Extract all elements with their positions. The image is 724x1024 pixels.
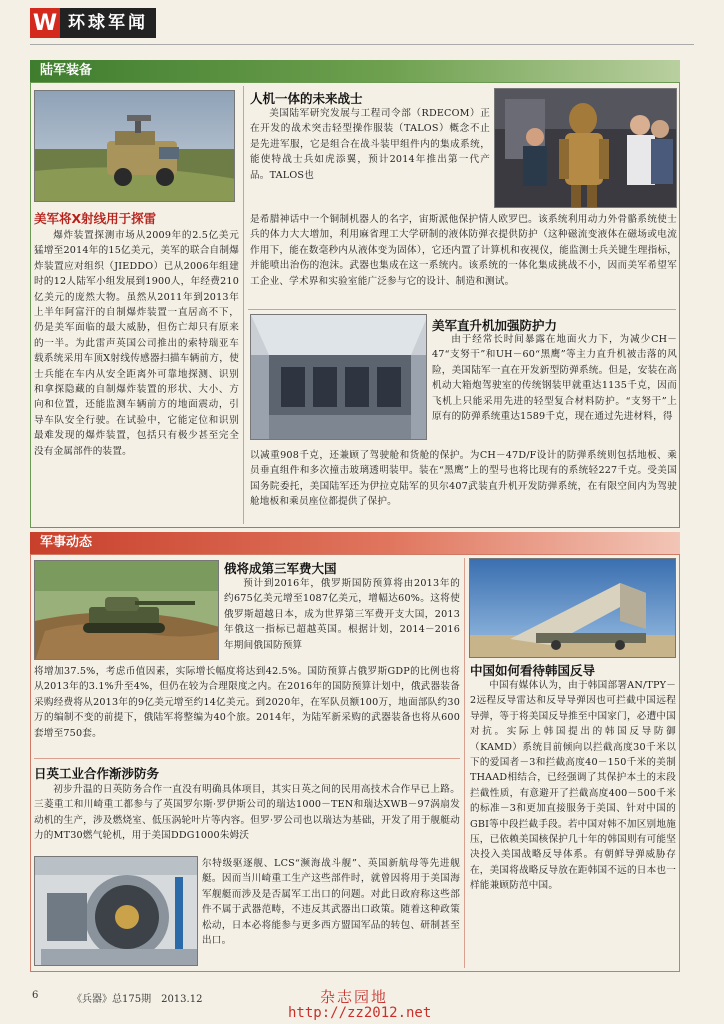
helicopter-cabin-photo xyxy=(250,314,427,440)
news-column-divider xyxy=(464,558,465,968)
masthead xyxy=(30,8,156,38)
russia-body-intro: 预计到2016年，俄罗斯国防预算将由2013年的约675亿美元增至1087亿美元，增幅达60%。这将使俄罗斯超越日本，成为世界第三军费开支大国，2013年俄这一指标已超越英国。根据计划，2014－2016年期间俄国防预算 xyxy=(224,578,460,651)
talos-body-rest: 是希腊神话中一个铜制机器人的名字，宙斯派他保护情人欧罗巴。该系统利用动力外骨骼系统使士兵的体力大大增加，利用麻省理工大学研制的液体防弹衣提供防护（这种磁流变液体在磁场或电流作用下，能在数毫秒内从液体变为固体），它还内置了计算机和夜视仪，能监测士兵关键生理指标，并能喷出治伤的泡沫。武器也集成在这一系统内。该系统的一体化集成挑战不小，因而美军希望军工企业、学术界和实验室能广泛参与它的设计、制造和测试。 xyxy=(250,214,677,287)
japan-uk-body-side: 尔特级驱逐舰、LCS“濒海战斗舰”、英国新航母等先进舰艇。因而当川崎重工生产这些部件时，就曾因将用于美国海军舰艇而涉及是否属军工出口的问题。对此日政府称这些部件不属于武器范畴，不违反其武器出口政策。随着这种政策松动，日本必将能参与更多西方盟国军品的转包、研制甚至出口。 xyxy=(202,858,460,947)
watermark-url: http://zz2012.net xyxy=(288,1005,432,1021)
helicopter-title: 美军直升机加强防护力 xyxy=(432,318,558,333)
top-rule xyxy=(30,44,694,45)
page-number: 6 xyxy=(32,990,39,1001)
helicopter-body-rest: 以减重908千克，还兼顾了驾驶舱和货舱的保护。为CH－47D/F设计的防弹系统则包括地板、乘员垂直组件和多次撞击玻璃透明装甲。装在“黑鹰”上的型号也将比现有的系统轻227千克。受美国国务院委托，美国陆军还为伊拉克陆军的贝尔407武装直升机开发防弹系统，在有限空间内为驾驶舱地板和乘员座位都提供了保护。 xyxy=(250,450,677,508)
russia-tank-photo xyxy=(34,560,219,660)
section-header-army: 陆军装备 xyxy=(30,60,680,82)
turbine-engine-photo xyxy=(34,856,198,966)
xray-vehicle-photo xyxy=(34,90,235,202)
issue-info: 《兵器》总175期 2013.12 xyxy=(72,994,203,1005)
xray-title: 美军将X射线用于探雷 xyxy=(34,211,157,226)
korea-title: 中国如何看待韩国反导 xyxy=(470,663,596,678)
section-header-news: 军事动态 xyxy=(30,532,680,554)
talos-title: 人机一体的未来战士 xyxy=(250,91,363,106)
helicopter-body-intro: 由于经常长时间暴露在地面火力下，为减少CH－47“支努干”和UH－60“黑鹰”等主力直升机被击落的风险，美国陆军一直在开发新型防弹系统。但是，安装在高机动大箱炮驾驶室的传统钢装甲就重达1135千克，因而飞机上只能采用先进的轻型复合材料防护。“支努干”上原有的防弹系统重达1589千克，现在通过先进材料，得 xyxy=(432,334,677,423)
masthead-title: 环球军闻 xyxy=(60,8,156,38)
korea-body: 中国有媒体认为，由于韩国部署AN/TPY－2远程反导雷达和反导导弹因也可拦截中国远程导弹，等于将美国反导推至中国家门，必遭中国对抗。实际上韩国提出的韩国反导防御（KAMD）系统目前倾向以拦截高度30千米以下的爱国者－3和拦截高度40－150千米的美制THAAD相结合，已经强调了其保护本土的末段拦截性质，有意避开了拦截高度400－500千米的标准－3和更加直接服务于美国、针对中国的GBI等中段拦截手段。若中国对韩不加区别地施压，已依赖美国核保护几十年的韩国则有可能坚决投入美国战略反导体系。有朝鲜导弹威胁存在，美国将战略反导放在距韩国不远的日本也一样能兼顾防范中国。 xyxy=(470,680,676,892)
talos-body-intro: 美国陆军研究发展与工程司令部（RDECOM）正在开发的战术突击轻型操作服装（TALOS）概念不止是先进军服，它是组合在战斗装甲组件内的集成系统，能使特战士兵如虎添翼，预计2014年推出第一代产品。TALOS也 xyxy=(250,108,490,181)
masthead-logo: W xyxy=(30,8,60,38)
radar-photo xyxy=(469,558,676,658)
news-row-divider xyxy=(34,758,460,759)
russia-title: 俄将成第三军费大国 xyxy=(224,561,337,576)
japan-uk-title: 日英工业合作渐涉防务 xyxy=(34,766,160,781)
talos-soldier-photo xyxy=(494,88,677,208)
japan-uk-body-top: 初步升温的日英防务合作一直没有明确具体项目，其实日英之间的民用高技术合作早已上路。三菱重工和川崎重工都参与了英国罗尔斯·罗伊斯公司的瑞达1000－TEN和瑞达XWB－97涡扇发动机的生产，涉及燃烧室、低压涡轮叶片等内容。但罗·罗公司也以瑞达为基础，开发了用于舰艇动力的MT30燃气轮机，用于美国DDG1000朱姆沃 xyxy=(34,784,460,842)
russia-body-rest: 将增加37.5%，考虑币值因素，实际增长幅度将达到42.5%。国防预算占俄罗斯GDP的比例也将从2013年的3.1%升至4%，但仍在较为合理限度之内。在2016年的国防预算计划中，俄武器装备采购经费将从2013年的9亿美元增至约14亿美元。到2020年，在军队员额100万，地面部队约30万的编制不变的前提下，俄陆军将整编为40个旅。2014年，为陆军新采购的武器装备也将从600套增至750套。 xyxy=(34,666,460,739)
watermark-name: 杂志园地 xyxy=(320,988,389,1006)
column-divider xyxy=(243,86,244,524)
xray-body: 爆炸装置探测市场从2009年的2.5亿美元猛增至2014年的15亿美元，美军的联合自制爆炸装置应对组织（JIEDDO）已从2006年组建时的12人陆军小组发展到1900人，年经费210亿美元的庞然大物。虽然从2011年到2013年上半年阿富汗的自制爆炸装置一直居高不下，仍是美军面临的最大威胁，但伤亡却只有原来的一半。为此雷声英国公司推出的索特瑞亚车载系统采用车顶X射线传感器扫描车辆前方，使士兵能在车内从安全距离外可靠地探测、识别和拿探隐藏的自制爆炸装置的形状、大小、方向和位置，还能监测车辆前方的地面震动，引导车队安全行驶。在试验中，它能定位和识别最难发现的爆炸装置，包括只有极少甚至完全没有金属部件的装置。 xyxy=(34,230,239,457)
row-divider xyxy=(248,309,676,310)
